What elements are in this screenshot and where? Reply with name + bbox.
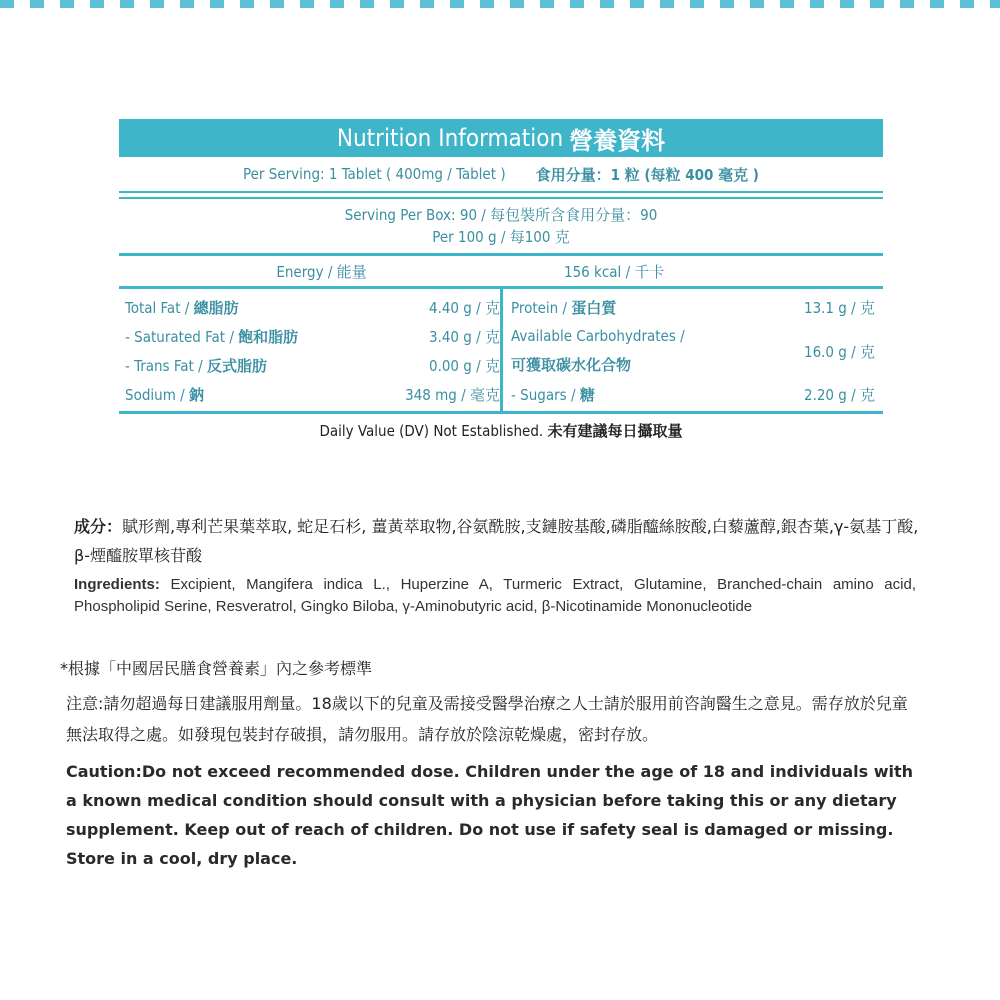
nutrition-title-zh: 營養資料 [569, 126, 666, 155]
nutrient-label-zh: 反式脂肪 [206, 357, 267, 375]
ingredients-en-text: Excipient, Mangifera indica L., Huperzine A, Turmeric Extract, Glutamine, Branched-chain amino acid, Phospholipid Serine, Resveratrol, Gingko Biloba, γ-Aminobutyric acid, β-Nicotinamide Mononucleotide [74, 576, 916, 615]
daily-value-note [119, 420, 883, 441]
protein-value: 13.1 g / 克 [803, 299, 875, 317]
nutrient-row-protein [511, 293, 875, 322]
nutrient-value: 0.00 g / 克 [428, 357, 500, 375]
ingredients-zh-heading: 成分： [74, 517, 123, 536]
carbs-value: 16.0 g / 克 [803, 342, 875, 361]
carbs-label-en: Available Carbohydrates / [511, 327, 685, 345]
nutrient-row-carbohydrates [511, 322, 875, 380]
nutrient-label-en: - Saturated Fat / [125, 328, 239, 346]
per-serving-en: Per Serving: 1 Tablet ( 400mg / Tablet ) [243, 165, 506, 183]
per-serving-zh: 食用分量：1 粒 (每粒 400 毫克 ) [535, 165, 759, 184]
top-dashed-border [0, 0, 1000, 8]
nutrient-label-en: - Trans Fat / [125, 357, 207, 375]
nutrient-row [125, 351, 500, 380]
ingredients-zh [74, 512, 924, 570]
nutrient-label-zh: 飽和脂肪 [238, 328, 299, 346]
nutrient-label-zh: 鈉 [188, 386, 204, 404]
energy-row [119, 256, 883, 289]
nutrient-value: 3.40 g / 克 [428, 328, 500, 346]
sugars-label-en: - Sugars / [511, 386, 580, 404]
nutrient-row [125, 293, 500, 322]
nutrition-panel [119, 119, 883, 441]
ingredients-zh-text: 賦形劑,專利芒果葉萃取, 蛇足石杉, 薑黃萃取物,谷氨酰胺,支鏈胺基酸,磷脂醯絲胺酸,白藜蘆醇,銀杏葉,γ-氨基丁酸, β-煙醯胺單核苷酸 [74, 517, 919, 565]
nutrient-row [125, 322, 500, 351]
dv-note-zh: 未有建議每日攝取量 [547, 422, 683, 440]
protein-label-zh: 蛋白質 [571, 299, 617, 317]
ingredients-en [74, 574, 916, 618]
per-100g: Per 100 g / 每100 克 [432, 228, 570, 246]
box-info-block [119, 197, 883, 256]
nutrient-label-en: Total Fat / [125, 299, 194, 317]
ingredients-en-heading: Ingredients: [74, 576, 160, 593]
caution-zh: 注意:請勿超過每日建議服用劑量。18歲以下的兒童及需接受醫學治療之人士請於服用前咨詢醫生之意見。需存放於兒童無法取得之處。如發現包裝封存破損，請勿服用。請存放於陰涼乾燥處，密封存放。 [66, 694, 908, 744]
caution-en: Caution:Do not exceed recommended dose. Children under the age of 18 and individuals with a known medical condition should consult with a physician before taking this or any dietary supplement. Keep out of reach of children. Do not use if safety seal is damaged or missing. Store in a cool, dry place. [66, 762, 914, 868]
nutrient-label-en: Sodium / [125, 386, 189, 404]
nutrient-grid [119, 289, 883, 414]
nutrition-title-bar [119, 119, 883, 157]
per-serving-row [119, 157, 883, 193]
sugars-value: 2.20 g / 克 [803, 386, 875, 404]
nutrient-column-right [500, 289, 883, 411]
carbs-label-zh: 可獲取碳水化合物 [511, 356, 632, 374]
nutrient-value: 4.40 g / 克 [428, 299, 500, 317]
dv-note-en: Daily Value (DV) Not Established. [319, 422, 548, 440]
sugars-label-zh: 糖 [579, 386, 595, 404]
protein-label-en: Protein / [511, 299, 572, 317]
energy-value: 156 kcal / 千卡 [564, 262, 665, 281]
reference-note: *根據「中國居民膳食營養素」內之參考標準 [60, 659, 373, 678]
energy-label: Energy / 能量 [276, 262, 367, 281]
nutrient-row [125, 380, 500, 409]
serving-per-box: Serving Per Box: 90 / 每包裝所含食用分量：90 [344, 206, 658, 224]
nutrient-column-left [119, 289, 500, 411]
nutrient-row-sugars [511, 380, 875, 409]
nutrition-title-en: Nutrition Information [336, 124, 564, 152]
nutrient-value: 348 mg / 毫克 [405, 386, 500, 404]
nutrient-label-zh: 總脂肪 [193, 299, 239, 317]
